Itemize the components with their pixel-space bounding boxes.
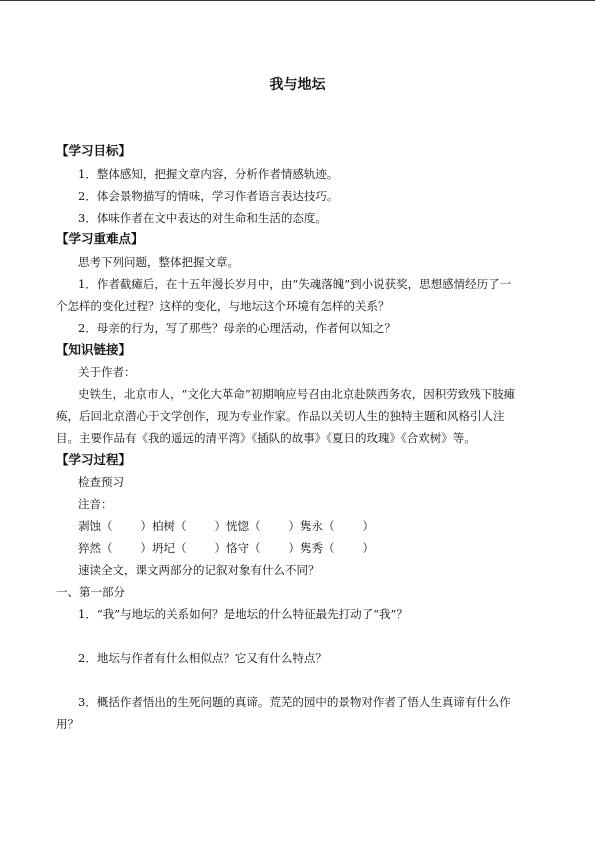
section-heading-goals: 【学习目标】 [56,143,132,158]
goal-item-2: 2．体会景物描写的情味，学习作者语言表达技巧。 [78,189,339,203]
author-bio-line-1: 史铁生，北京市人，“文化大革命”初期响应号召由北京赴陕西务农，因积劳致残下肢瘫 [78,387,516,401]
phonetic-word: ） [362,541,374,555]
page-title: 我与地坛 [269,77,326,93]
process-question-3-line-1: 3．概括作者悟出的生死问题的真谛。荒芜的园中的景物对作者了悟人生真谛有什么作 [78,695,511,709]
phonetics-row-2 [78,540,374,556]
goal-item-3: 3．体味作者在文中表达的对生命和生活的态度。 [78,211,327,225]
phonetics-row-1 [78,518,374,534]
phonetic-word: ） [362,519,374,533]
goal-item-1: 1．整体感知，把握文章内容，分析作者情感轨迹。 [78,167,339,181]
phonetic-word: ）隽永（ [288,519,335,533]
key-points-intro: 思考下列问题，整体把握文章。 [78,255,239,269]
key-question-1-line-1: 1．作者截瘫后，在十五年漫长岁月中，由“失魂落魄”到小说获奖，思想感情经历了一 [78,277,512,291]
part-one-heading: 一、第一部分 [56,585,125,599]
preview-check: 检查预习 [78,475,124,489]
key-question-2: 2．母亲的行为，写了那些？母亲的心理活动，作者何以知之？ [78,321,396,335]
process-question-1: 1．“我”与地坛的关系如何？是地坛的什么特征最先打动了“我”？ [78,607,408,621]
phonetic-word: 剥蚀（ [78,519,113,533]
skim-question: 速读全文，课文两部分的记叙对象有什么不同？ [78,563,320,577]
section-heading-key-points: 【学习重难点】 [56,231,144,246]
phonetics-label: 注音： [78,497,113,511]
process-question-3-line-2: 用？ [56,717,79,731]
author-bio-line-3: 目。主要作品有《我的遥远的清平湾》《插队的故事》《夏日的玫瑰》《合欢树》等。 [56,431,476,445]
section-heading-knowledge: 【知识链接】 [56,342,132,357]
process-question-2: 2．地坛与作者有什么相似点？它又有什么特点？ [78,651,327,665]
phonetic-word: ）坍圮（ [140,541,187,555]
phonetic-word: 猝然（ [78,541,113,555]
section-heading-process: 【学习过程】 [56,452,132,467]
top-rule [0,0,595,1]
phonetic-word: ）恍惚（ [214,519,261,533]
author-bio-line-2: 痪，后回北京潜心于文学创作，现为专业作家。作品以关切人生的独特主题和风格引人注 [56,409,505,423]
phonetic-word: ）恪守（ [214,541,261,555]
key-question-1-line-2: 个怎样的变化过程？这样的变化，与地坛这个环境有怎样的关系？ [56,299,390,313]
phonetic-word: ）隽秀（ [288,541,335,555]
knowledge-intro: 关于作者： [78,365,136,379]
phonetic-word: ）柏树（ [140,519,187,533]
